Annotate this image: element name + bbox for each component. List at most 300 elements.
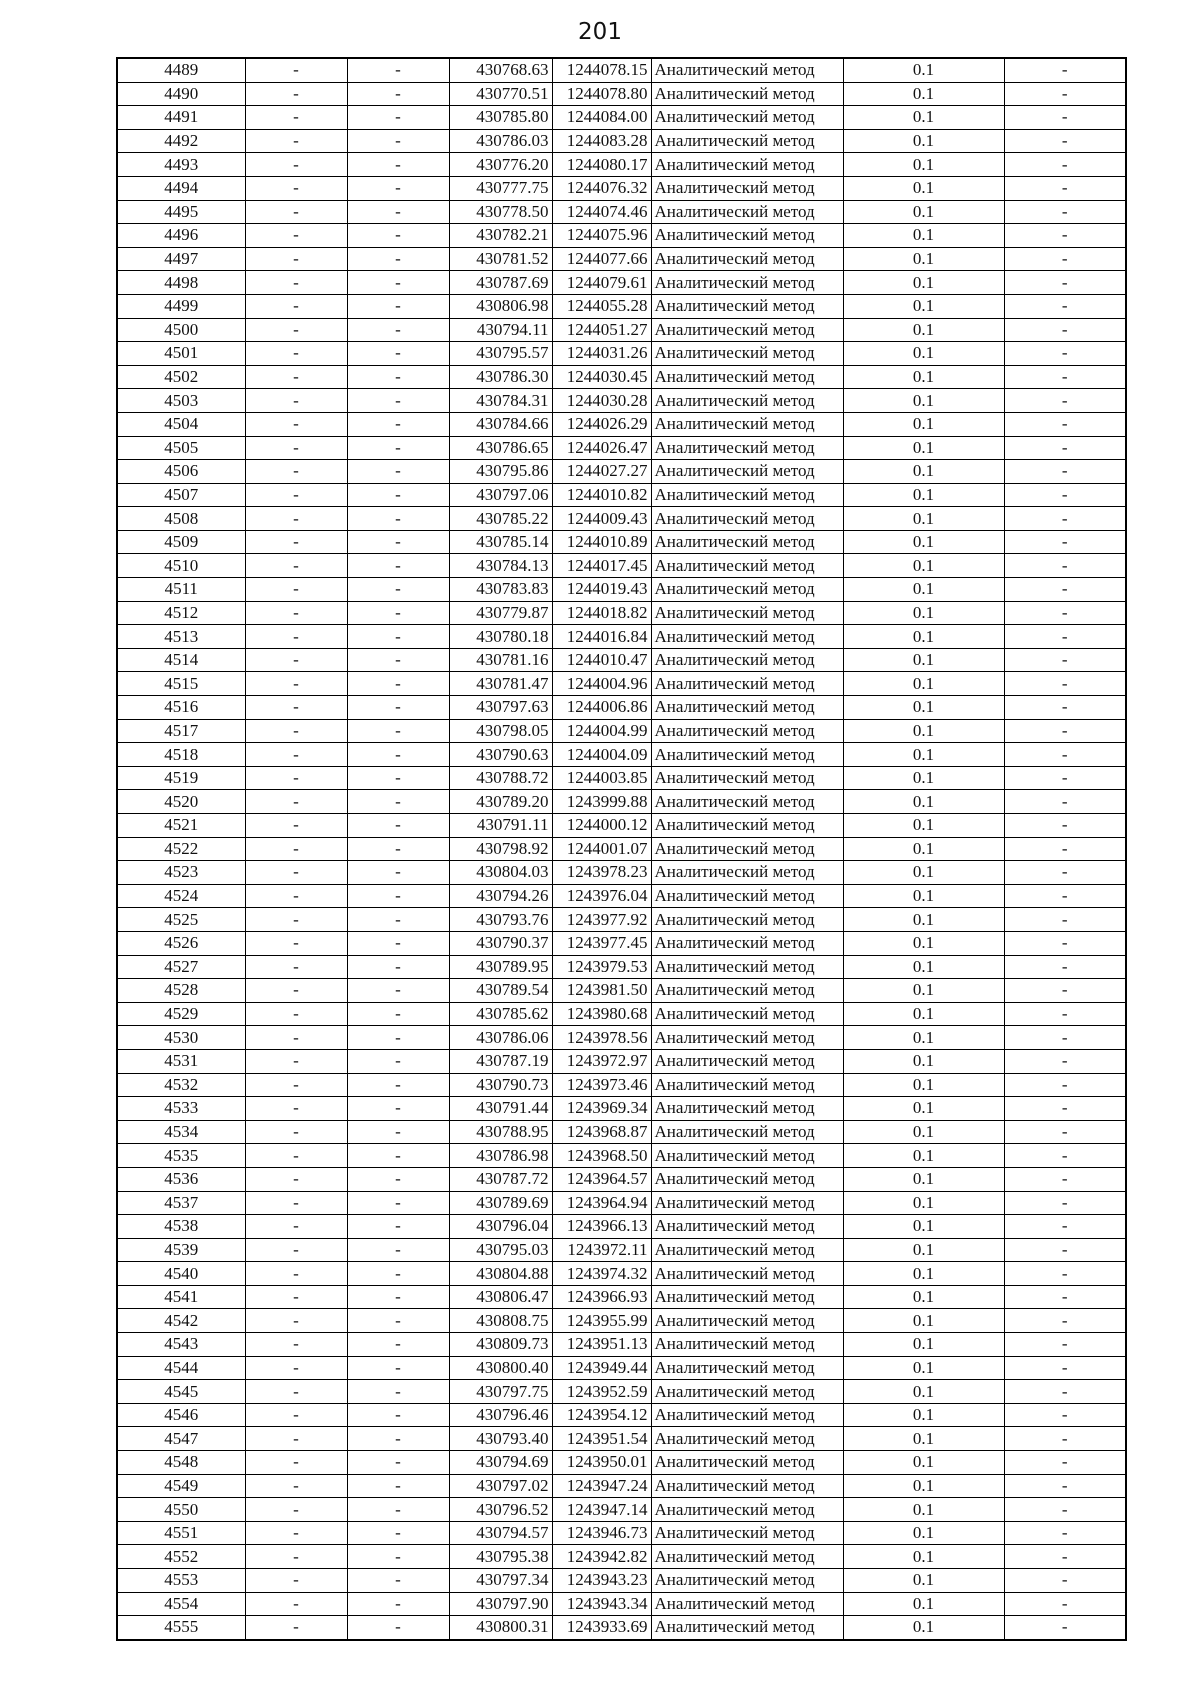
x-coordinate-cell: 430781.52: [449, 247, 552, 271]
accuracy-cell: 0.1: [843, 129, 1004, 153]
x-coordinate-cell: 430787.19: [449, 1049, 552, 1073]
table-row: [117, 530, 1126, 554]
note-cell: -: [1004, 1474, 1126, 1498]
note-cell: -: [1004, 1026, 1126, 1050]
x-coordinate-cell: 430800.40: [449, 1356, 552, 1380]
point-number-cell: 4554: [117, 1592, 245, 1616]
accuracy-cell: 0.1: [843, 1002, 1004, 1026]
blank-cell-2: -: [347, 1238, 449, 1262]
y-coordinate-cell: 1244076.32: [552, 176, 651, 200]
blank-cell-2: -: [347, 837, 449, 861]
method-cell: Аналитический метод: [651, 814, 843, 838]
accuracy-cell: 0.1: [843, 790, 1004, 814]
blank-cell-2: -: [347, 1285, 449, 1309]
point-number-cell: 4501: [117, 342, 245, 366]
point-number-cell: 4518: [117, 743, 245, 767]
y-coordinate-cell: 1244010.47: [552, 648, 651, 672]
point-number-cell: 4544: [117, 1356, 245, 1380]
method-cell: Аналитический метод: [651, 129, 843, 153]
y-coordinate-cell: 1243969.34: [552, 1097, 651, 1121]
accuracy-cell: 0.1: [843, 1049, 1004, 1073]
y-coordinate-cell: 1244017.45: [552, 554, 651, 578]
blank-cell-2: -: [347, 1309, 449, 1333]
table-row: [117, 342, 1126, 366]
table-row: [117, 1356, 1126, 1380]
method-cell: Аналитический метод: [651, 200, 843, 224]
point-number-cell: 4530: [117, 1026, 245, 1050]
method-cell: Аналитический метод: [651, 648, 843, 672]
table-row: [117, 719, 1126, 743]
blank-cell-2: -: [347, 1427, 449, 1451]
accuracy-cell: 0.1: [843, 1427, 1004, 1451]
blank-cell-1: -: [245, 389, 347, 413]
accuracy-cell: 0.1: [843, 1285, 1004, 1309]
note-cell: -: [1004, 200, 1126, 224]
accuracy-cell: 0.1: [843, 153, 1004, 177]
note-cell: -: [1004, 1427, 1126, 1451]
blank-cell-2: -: [347, 861, 449, 885]
blank-cell-1: -: [245, 601, 347, 625]
blank-cell-1: -: [245, 908, 347, 932]
note-cell: -: [1004, 389, 1126, 413]
y-coordinate-cell: 1243976.04: [552, 884, 651, 908]
y-coordinate-cell: 1243972.97: [552, 1049, 651, 1073]
method-cell: Аналитический метод: [651, 884, 843, 908]
accuracy-cell: 0.1: [843, 1097, 1004, 1121]
point-number-cell: 4555: [117, 1616, 245, 1640]
accuracy-cell: 0.1: [843, 82, 1004, 106]
point-number-cell: 4548: [117, 1451, 245, 1475]
method-cell: Аналитический метод: [651, 1120, 843, 1144]
method-cell: Аналитический метод: [651, 1380, 843, 1404]
method-cell: Аналитический метод: [651, 1215, 843, 1239]
x-coordinate-cell: 430800.31: [449, 1616, 552, 1640]
method-cell: Аналитический метод: [651, 389, 843, 413]
x-coordinate-cell: 430777.75: [449, 176, 552, 200]
blank-cell-1: -: [245, 931, 347, 955]
x-coordinate-cell: 430797.90: [449, 1592, 552, 1616]
blank-cell-2: -: [347, 1049, 449, 1073]
x-coordinate-cell: 430781.16: [449, 648, 552, 672]
note-cell: -: [1004, 1144, 1126, 1168]
accuracy-cell: 0.1: [843, 1380, 1004, 1404]
x-coordinate-cell: 430804.03: [449, 861, 552, 885]
x-coordinate-cell: 430796.04: [449, 1215, 552, 1239]
table-row: [117, 1215, 1126, 1239]
method-cell: Аналитический метод: [651, 483, 843, 507]
y-coordinate-cell: 1243964.94: [552, 1191, 651, 1215]
blank-cell-2: -: [347, 648, 449, 672]
x-coordinate-cell: 430797.63: [449, 696, 552, 720]
point-number-cell: 4524: [117, 884, 245, 908]
point-number-cell: 4542: [117, 1309, 245, 1333]
blank-cell-2: -: [347, 766, 449, 790]
x-coordinate-cell: 430780.18: [449, 625, 552, 649]
blank-cell-1: -: [245, 790, 347, 814]
blank-cell-1: -: [245, 1215, 347, 1239]
x-coordinate-cell: 430797.34: [449, 1569, 552, 1593]
blank-cell-1: -: [245, 1451, 347, 1475]
blank-cell-1: -: [245, 1498, 347, 1522]
x-coordinate-cell: 430784.66: [449, 412, 552, 436]
x-coordinate-cell: 430786.30: [449, 365, 552, 389]
blank-cell-2: -: [347, 1215, 449, 1239]
note-cell: -: [1004, 129, 1126, 153]
y-coordinate-cell: 1244016.84: [552, 625, 651, 649]
table-row: [117, 58, 1126, 82]
point-number-cell: 4516: [117, 696, 245, 720]
blank-cell-2: -: [347, 460, 449, 484]
note-cell: -: [1004, 365, 1126, 389]
blank-cell-1: -: [245, 58, 347, 82]
blank-cell-2: -: [347, 672, 449, 696]
blank-cell-1: -: [245, 294, 347, 318]
table-row: [117, 955, 1126, 979]
blank-cell-2: -: [347, 1451, 449, 1475]
point-number-cell: 4490: [117, 82, 245, 106]
note-cell: -: [1004, 554, 1126, 578]
y-coordinate-cell: 1244004.96: [552, 672, 651, 696]
blank-cell-1: -: [245, 436, 347, 460]
point-number-cell: 4534: [117, 1120, 245, 1144]
method-cell: Аналитический метод: [651, 1167, 843, 1191]
blank-cell-2: -: [347, 554, 449, 578]
accuracy-cell: 0.1: [843, 884, 1004, 908]
blank-cell-2: -: [347, 1333, 449, 1357]
x-coordinate-cell: 430789.20: [449, 790, 552, 814]
note-cell: -: [1004, 1285, 1126, 1309]
blank-cell-2: -: [347, 1380, 449, 1404]
y-coordinate-cell: 1244051.27: [552, 318, 651, 342]
y-coordinate-cell: 1243968.50: [552, 1144, 651, 1168]
blank-cell-1: -: [245, 861, 347, 885]
point-number-cell: 4515: [117, 672, 245, 696]
point-number-cell: 4539: [117, 1238, 245, 1262]
blank-cell-1: -: [245, 648, 347, 672]
point-number-cell: 4499: [117, 294, 245, 318]
accuracy-cell: 0.1: [843, 1474, 1004, 1498]
table-row: [117, 436, 1126, 460]
table-row: [117, 1167, 1126, 1191]
method-cell: Аналитический метод: [651, 176, 843, 200]
blank-cell-1: -: [245, 1309, 347, 1333]
blank-cell-1: -: [245, 365, 347, 389]
table-row: [117, 554, 1126, 578]
blank-cell-1: -: [245, 884, 347, 908]
table-row: [117, 1427, 1126, 1451]
method-cell: Аналитический метод: [651, 224, 843, 248]
x-coordinate-cell: 430798.92: [449, 837, 552, 861]
note-cell: -: [1004, 1498, 1126, 1522]
note-cell: -: [1004, 224, 1126, 248]
blank-cell-2: -: [347, 1002, 449, 1026]
table-row: [117, 1049, 1126, 1073]
point-number-cell: 4543: [117, 1333, 245, 1357]
accuracy-cell: 0.1: [843, 1616, 1004, 1640]
x-coordinate-cell: 430787.69: [449, 271, 552, 295]
accuracy-cell: 0.1: [843, 1238, 1004, 1262]
blank-cell-2: -: [347, 1474, 449, 1498]
method-cell: Аналитический метод: [651, 58, 843, 82]
y-coordinate-cell: 1244010.89: [552, 530, 651, 554]
x-coordinate-cell: 430797.75: [449, 1380, 552, 1404]
method-cell: Аналитический метод: [651, 1144, 843, 1168]
y-coordinate-cell: 1244079.61: [552, 271, 651, 295]
accuracy-cell: 0.1: [843, 58, 1004, 82]
blank-cell-2: -: [347, 1356, 449, 1380]
x-coordinate-cell: 430808.75: [449, 1309, 552, 1333]
note-cell: -: [1004, 766, 1126, 790]
point-number-cell: 4509: [117, 530, 245, 554]
point-number-cell: 4537: [117, 1191, 245, 1215]
accuracy-cell: 0.1: [843, 1569, 1004, 1593]
blank-cell-1: -: [245, 153, 347, 177]
method-cell: Аналитический метод: [651, 554, 843, 578]
point-number-cell: 4541: [117, 1285, 245, 1309]
method-cell: Аналитический метод: [651, 460, 843, 484]
table-row: [117, 884, 1126, 908]
accuracy-cell: 0.1: [843, 1403, 1004, 1427]
method-cell: Аналитический метод: [651, 530, 843, 554]
accuracy-cell: 0.1: [843, 908, 1004, 932]
x-coordinate-cell: 430786.98: [449, 1144, 552, 1168]
blank-cell-1: -: [245, 82, 347, 106]
blank-cell-1: -: [245, 1521, 347, 1545]
blank-cell-2: -: [347, 1026, 449, 1050]
point-number-cell: 4552: [117, 1545, 245, 1569]
y-coordinate-cell: 1243943.23: [552, 1569, 651, 1593]
accuracy-cell: 0.1: [843, 1026, 1004, 1050]
point-number-cell: 4547: [117, 1427, 245, 1451]
note-cell: -: [1004, 719, 1126, 743]
x-coordinate-cell: 430794.57: [449, 1521, 552, 1545]
blank-cell-1: -: [245, 1097, 347, 1121]
y-coordinate-cell: 1244074.46: [552, 200, 651, 224]
blank-cell-1: -: [245, 1285, 347, 1309]
blank-cell-2: -: [347, 153, 449, 177]
note-cell: -: [1004, 318, 1126, 342]
blank-cell-1: -: [245, 412, 347, 436]
table-row: [117, 814, 1126, 838]
point-number-cell: 4549: [117, 1474, 245, 1498]
table-row: [117, 1097, 1126, 1121]
x-coordinate-cell: 430781.47: [449, 672, 552, 696]
method-cell: Аналитический метод: [651, 1474, 843, 1498]
point-number-cell: 4519: [117, 766, 245, 790]
accuracy-cell: 0.1: [843, 1592, 1004, 1616]
x-coordinate-cell: 430795.86: [449, 460, 552, 484]
table-row: [117, 648, 1126, 672]
table-row: [117, 1592, 1126, 1616]
note-cell: -: [1004, 979, 1126, 1003]
y-coordinate-cell: 1244006.86: [552, 696, 651, 720]
method-cell: Аналитический метод: [651, 625, 843, 649]
note-cell: -: [1004, 578, 1126, 602]
blank-cell-2: -: [347, 908, 449, 932]
blank-cell-2: -: [347, 1592, 449, 1616]
x-coordinate-cell: 430789.54: [449, 979, 552, 1003]
blank-cell-2: -: [347, 176, 449, 200]
accuracy-cell: 0.1: [843, 294, 1004, 318]
table-row: [117, 412, 1126, 436]
point-number-cell: 4531: [117, 1049, 245, 1073]
point-number-cell: 4506: [117, 460, 245, 484]
x-coordinate-cell: 430770.51: [449, 82, 552, 106]
blank-cell-2: -: [347, 1262, 449, 1286]
y-coordinate-cell: 1244018.82: [552, 601, 651, 625]
table-row: [117, 129, 1126, 153]
method-cell: Аналитический метод: [651, 106, 843, 130]
blank-cell-2: -: [347, 1498, 449, 1522]
coordinates-table: [116, 57, 1127, 1641]
y-coordinate-cell: 1244075.96: [552, 224, 651, 248]
x-coordinate-cell: 430787.72: [449, 1167, 552, 1191]
note-cell: -: [1004, 814, 1126, 838]
accuracy-cell: 0.1: [843, 601, 1004, 625]
accuracy-cell: 0.1: [843, 1521, 1004, 1545]
method-cell: Аналитический метод: [651, 837, 843, 861]
point-number-cell: 4512: [117, 601, 245, 625]
x-coordinate-cell: 430785.14: [449, 530, 552, 554]
accuracy-cell: 0.1: [843, 530, 1004, 554]
note-cell: -: [1004, 153, 1126, 177]
accuracy-cell: 0.1: [843, 460, 1004, 484]
y-coordinate-cell: 1243977.92: [552, 908, 651, 932]
method-cell: Аналитический метод: [651, 1545, 843, 1569]
page-number: 201: [578, 19, 622, 45]
table-row: [117, 153, 1126, 177]
note-cell: -: [1004, 1073, 1126, 1097]
blank-cell-1: -: [245, 1262, 347, 1286]
blank-cell-1: -: [245, 955, 347, 979]
point-number-cell: 4496: [117, 224, 245, 248]
blank-cell-2: -: [347, 790, 449, 814]
method-cell: Аналитический метод: [651, 507, 843, 531]
blank-cell-1: -: [245, 1238, 347, 1262]
blank-cell-1: -: [245, 814, 347, 838]
blank-cell-2: -: [347, 884, 449, 908]
y-coordinate-cell: 1244003.85: [552, 766, 651, 790]
point-number-cell: 4540: [117, 1262, 245, 1286]
point-number-cell: 4532: [117, 1073, 245, 1097]
method-cell: Аналитический метод: [651, 1309, 843, 1333]
accuracy-cell: 0.1: [843, 1191, 1004, 1215]
y-coordinate-cell: 1244084.00: [552, 106, 651, 130]
blank-cell-1: -: [245, 743, 347, 767]
table-row: [117, 979, 1126, 1003]
blank-cell-1: -: [245, 318, 347, 342]
note-cell: -: [1004, 837, 1126, 861]
table-row: [117, 766, 1126, 790]
x-coordinate-cell: 430785.62: [449, 1002, 552, 1026]
accuracy-cell: 0.1: [843, 648, 1004, 672]
note-cell: -: [1004, 743, 1126, 767]
blank-cell-1: -: [245, 696, 347, 720]
blank-cell-1: -: [245, 460, 347, 484]
method-cell: Аналитический метод: [651, 696, 843, 720]
point-number-cell: 4495: [117, 200, 245, 224]
note-cell: -: [1004, 247, 1126, 271]
method-cell: Аналитический метод: [651, 365, 843, 389]
blank-cell-1: -: [245, 719, 347, 743]
blank-cell-2: -: [347, 1097, 449, 1121]
note-cell: -: [1004, 1545, 1126, 1569]
point-number-cell: 4522: [117, 837, 245, 861]
y-coordinate-cell: 1243980.68: [552, 1002, 651, 1026]
note-cell: -: [1004, 696, 1126, 720]
blank-cell-1: -: [245, 1191, 347, 1215]
point-number-cell: 4500: [117, 318, 245, 342]
blank-cell-2: -: [347, 247, 449, 271]
blank-cell-1: -: [245, 979, 347, 1003]
blank-cell-1: -: [245, 1616, 347, 1640]
accuracy-cell: 0.1: [843, 1120, 1004, 1144]
method-cell: Аналитический метод: [651, 82, 843, 106]
note-cell: -: [1004, 1120, 1126, 1144]
note-cell: -: [1004, 1191, 1126, 1215]
y-coordinate-cell: 1243966.13: [552, 1215, 651, 1239]
note-cell: -: [1004, 294, 1126, 318]
x-coordinate-cell: 430795.03: [449, 1238, 552, 1262]
blank-cell-2: -: [347, 58, 449, 82]
method-cell: Аналитический метод: [651, 1427, 843, 1451]
accuracy-cell: 0.1: [843, 389, 1004, 413]
blank-cell-1: -: [245, 271, 347, 295]
method-cell: Аналитический метод: [651, 247, 843, 271]
blank-cell-1: -: [245, 1049, 347, 1073]
note-cell: -: [1004, 884, 1126, 908]
x-coordinate-cell: 430786.06: [449, 1026, 552, 1050]
method-cell: Аналитический метод: [651, 294, 843, 318]
table-row: [117, 200, 1126, 224]
note-cell: -: [1004, 176, 1126, 200]
point-number-cell: 4526: [117, 931, 245, 955]
blank-cell-2: -: [347, 979, 449, 1003]
blank-cell-2: -: [347, 200, 449, 224]
point-number-cell: 4508: [117, 507, 245, 531]
accuracy-cell: 0.1: [843, 1498, 1004, 1522]
x-coordinate-cell: 430795.38: [449, 1545, 552, 1569]
blank-cell-2: -: [347, 412, 449, 436]
table-row: [117, 176, 1126, 200]
note-cell: -: [1004, 1309, 1126, 1333]
blank-cell-1: -: [245, 1592, 347, 1616]
x-coordinate-cell: 430793.76: [449, 908, 552, 932]
blank-cell-1: -: [245, 1167, 347, 1191]
method-cell: Аналитический метод: [651, 1498, 843, 1522]
blank-cell-2: -: [347, 814, 449, 838]
point-number-cell: 4497: [117, 247, 245, 271]
accuracy-cell: 0.1: [843, 625, 1004, 649]
accuracy-cell: 0.1: [843, 1451, 1004, 1475]
blank-cell-2: -: [347, 365, 449, 389]
x-coordinate-cell: 430796.52: [449, 1498, 552, 1522]
table-row: [117, 861, 1126, 885]
blank-cell-2: -: [347, 1521, 449, 1545]
y-coordinate-cell: 1243964.57: [552, 1167, 651, 1191]
x-coordinate-cell: 430806.98: [449, 294, 552, 318]
y-coordinate-cell: 1244080.17: [552, 153, 651, 177]
x-coordinate-cell: 430783.83: [449, 578, 552, 602]
table-row: [117, 696, 1126, 720]
y-coordinate-cell: 1244009.43: [552, 507, 651, 531]
blank-cell-2: -: [347, 271, 449, 295]
accuracy-cell: 0.1: [843, 696, 1004, 720]
blank-cell-2: -: [347, 1191, 449, 1215]
accuracy-cell: 0.1: [843, 743, 1004, 767]
y-coordinate-cell: 1243946.73: [552, 1521, 651, 1545]
point-number-cell: 4493: [117, 153, 245, 177]
